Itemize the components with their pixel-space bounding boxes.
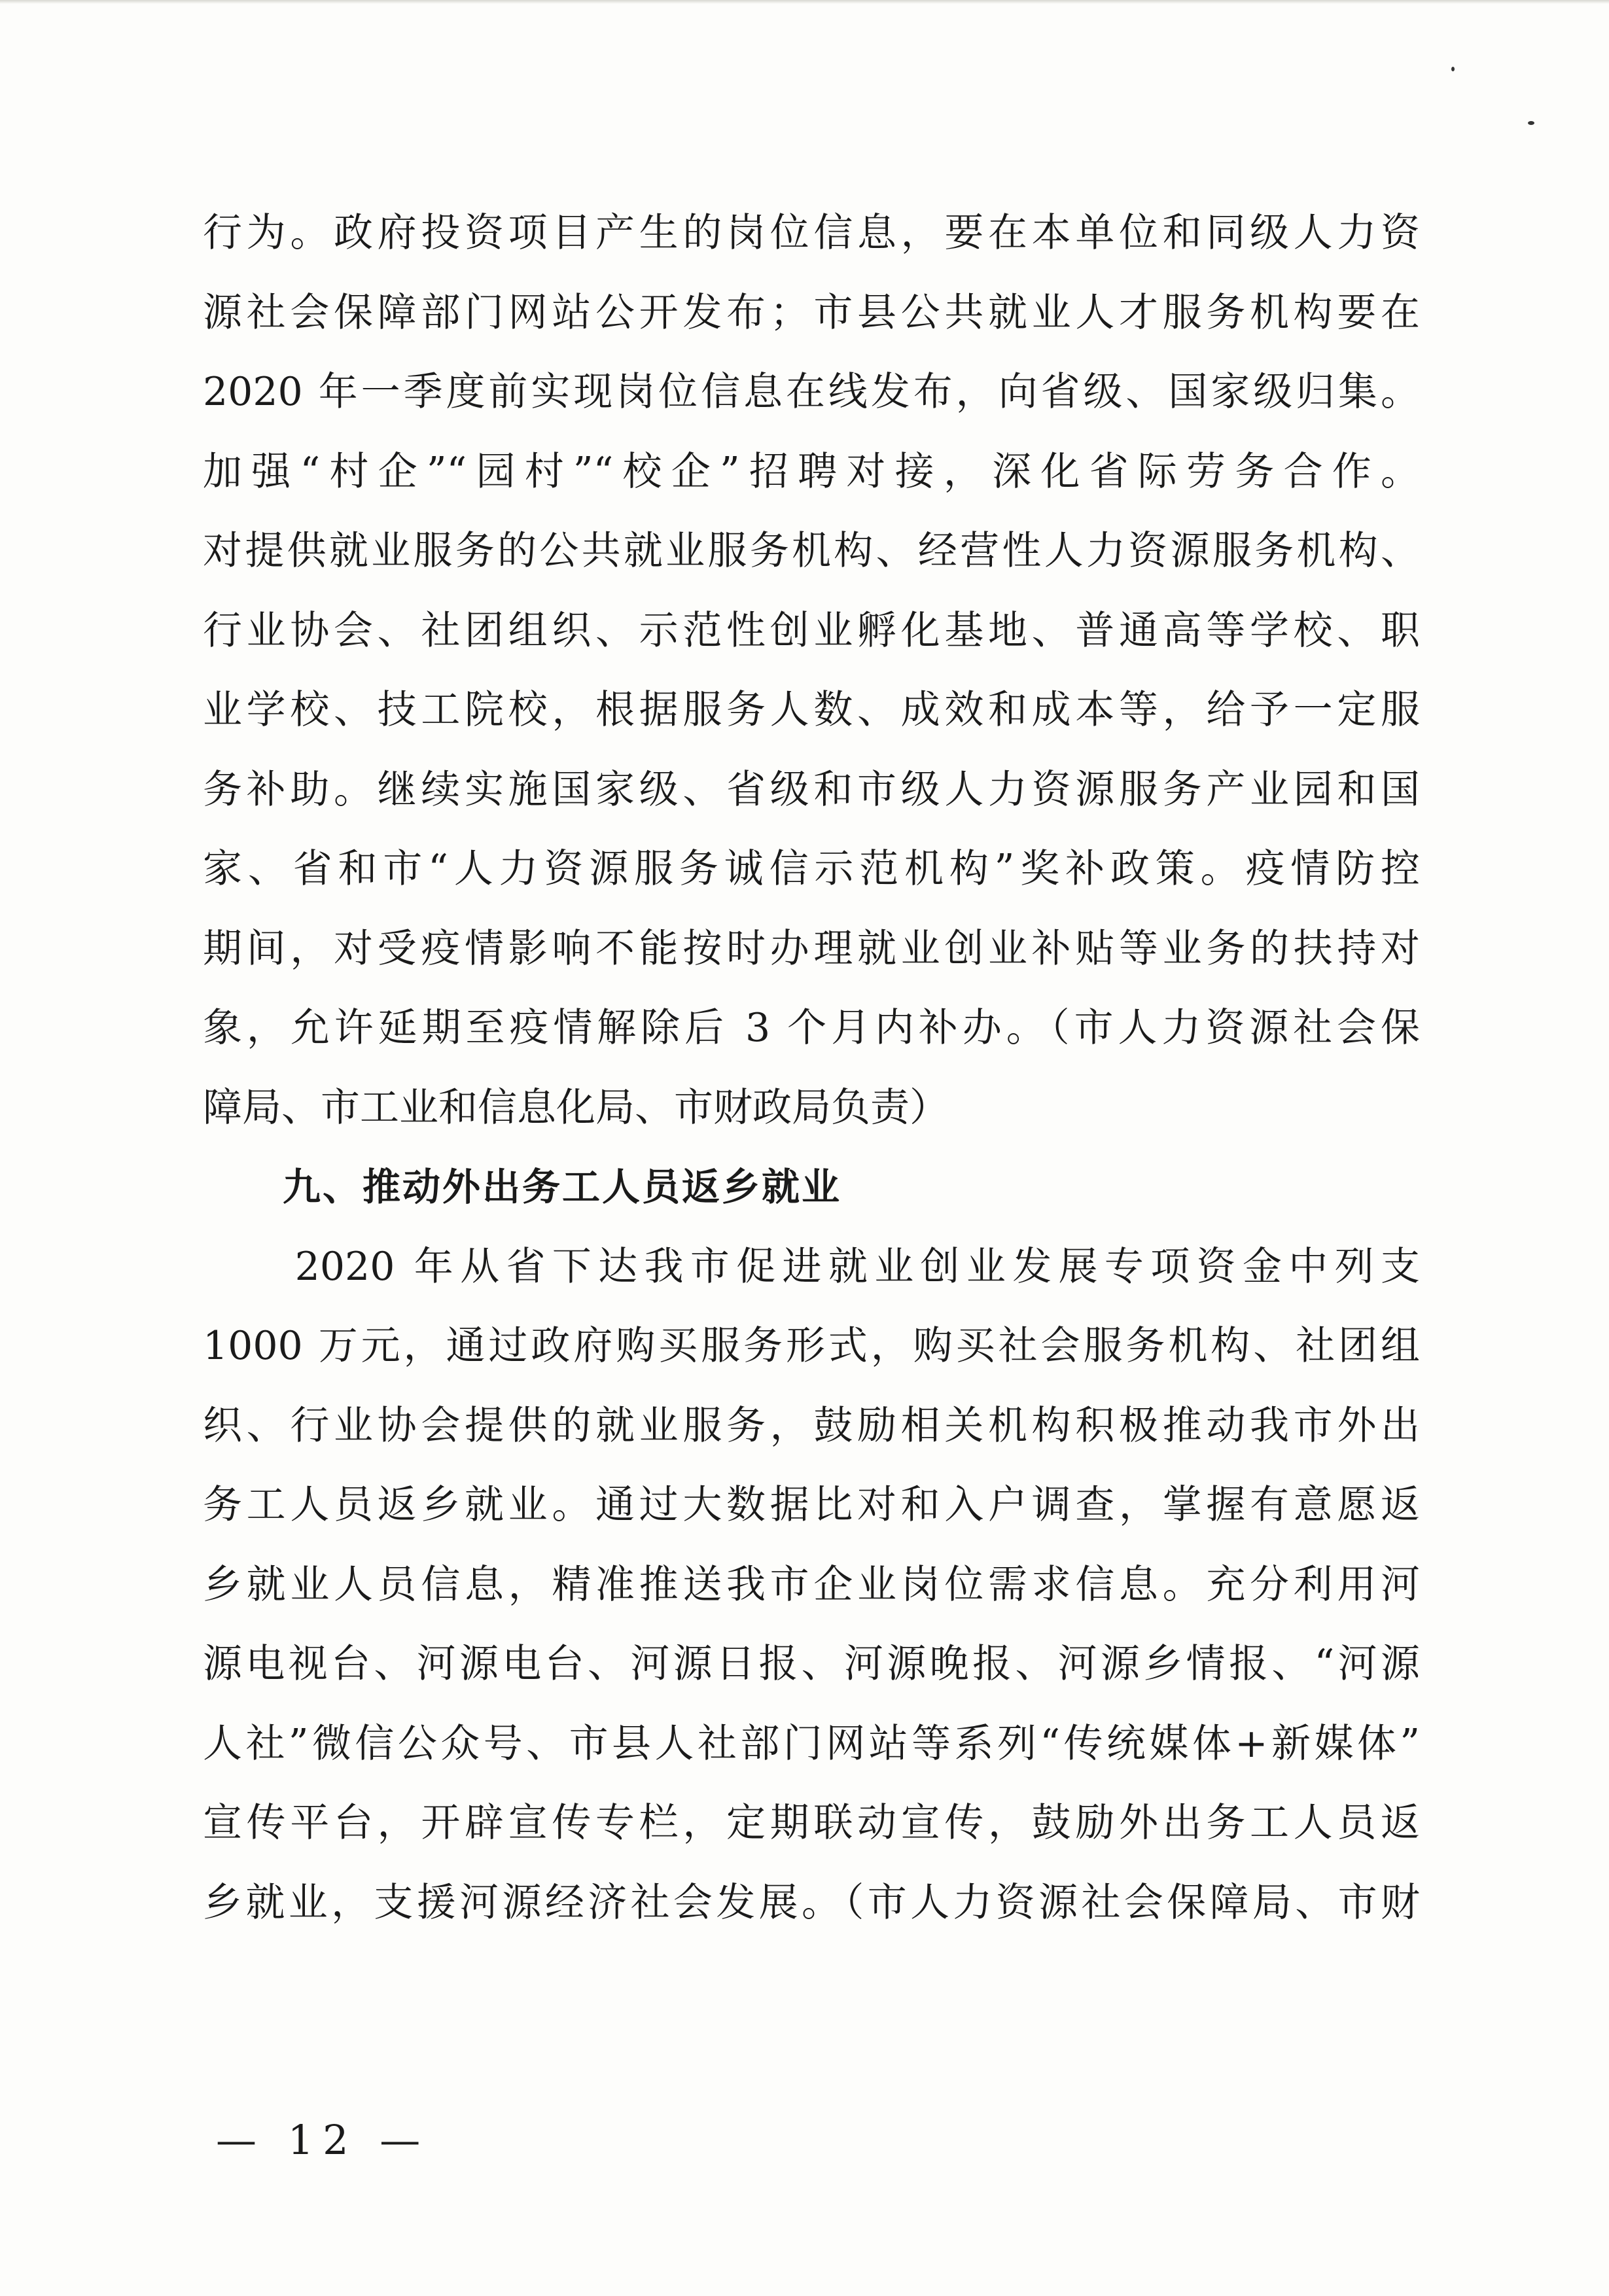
paragraph-line: 对提供就业服务的公共就业服务机构、经营性人力资源服务机构、 — [203, 528, 1420, 574]
scan-top-edge — [0, 0, 1609, 4]
section-line: 宣传平台，开辟宣传专栏，定期联动宣传，鼓励外出务工人员返 — [203, 1800, 1420, 1846]
section-heading: 九、推动外出务工人员返乡就业 — [283, 1165, 842, 1209]
paragraph-line: 障局、市工业和信息化局、市财政局负责） — [203, 1084, 949, 1131]
page-number: — 12 — — [216, 2116, 430, 2164]
paragraph-line: 行为。政府投资项目产生的岗位信息，要在本单位和同级人力资 — [203, 210, 1420, 256]
section-line: 织、行业协会提供的就业服务，鼓励相关机构积极推动我市外出 — [203, 1402, 1420, 1449]
paragraph-line: 期间，对受疫情影响不能按时办理就业创业补贴等业务的扶持对 — [203, 925, 1420, 972]
section-line: 乡就业，支援河源经济社会发展。（市人力资源社会保障局、市财 — [203, 1879, 1420, 1926]
paragraph-line: 家、省和市“人力资源服务诚信示范机构”奖补政策。疫情防控 — [203, 846, 1420, 892]
document-body — [203, 210, 1420, 1962]
section-line: 2020 年从省下达我市促进就业创业发展专项资金中列支 — [203, 1243, 1420, 1290]
paragraph-line: 加强“村企”“园村”“校企”招聘对接，深化省际劳务合作。 — [203, 448, 1420, 495]
section-line: 乡就业人员信息，精准推送我市企业岗位需求信息。充分利用河 — [203, 1561, 1420, 1608]
paragraph-line: 行业协会、社团组织、示范性创业孵化基地、普通高等学校、职 — [203, 607, 1420, 654]
paragraph-line: 源社会保障部门网站公开发布；市县公共就业人才服务机构要在 — [203, 289, 1420, 336]
paragraph-line: 务补助。继续实施国家级、省级和市级人力资源服务产业园和国 — [203, 766, 1420, 813]
section-line: 源电视台、河源电台、河源日报、河源晚报、河源乡情报、“河源 — [203, 1641, 1420, 1687]
scan-speck — [1528, 121, 1534, 125]
paragraph-line: 象，允许延期至疫情解除后 3 个月内补办。（市人力资源社会保 — [203, 1005, 1420, 1051]
scan-speck — [1451, 67, 1455, 71]
paragraph-line: 业学校、技工院校，根据服务人数、成效和成本等，给予一定服 — [203, 687, 1420, 733]
paragraph-line: 2020 年一季度前实现岗位信息在线发布，向省级、国家级归集。 — [203, 369, 1420, 415]
section-line: 务工人员返乡就业。通过大数据比对和入户调查，掌握有意愿返 — [203, 1482, 1420, 1528]
section-line: 1000 万元，通过政府购买服务形式，购买社会服务机构、社团组 — [203, 1323, 1420, 1369]
section-line: 人社”微信公众号、市县人社部门网站等系列“传统媒体+新媒体” — [203, 1720, 1420, 1767]
